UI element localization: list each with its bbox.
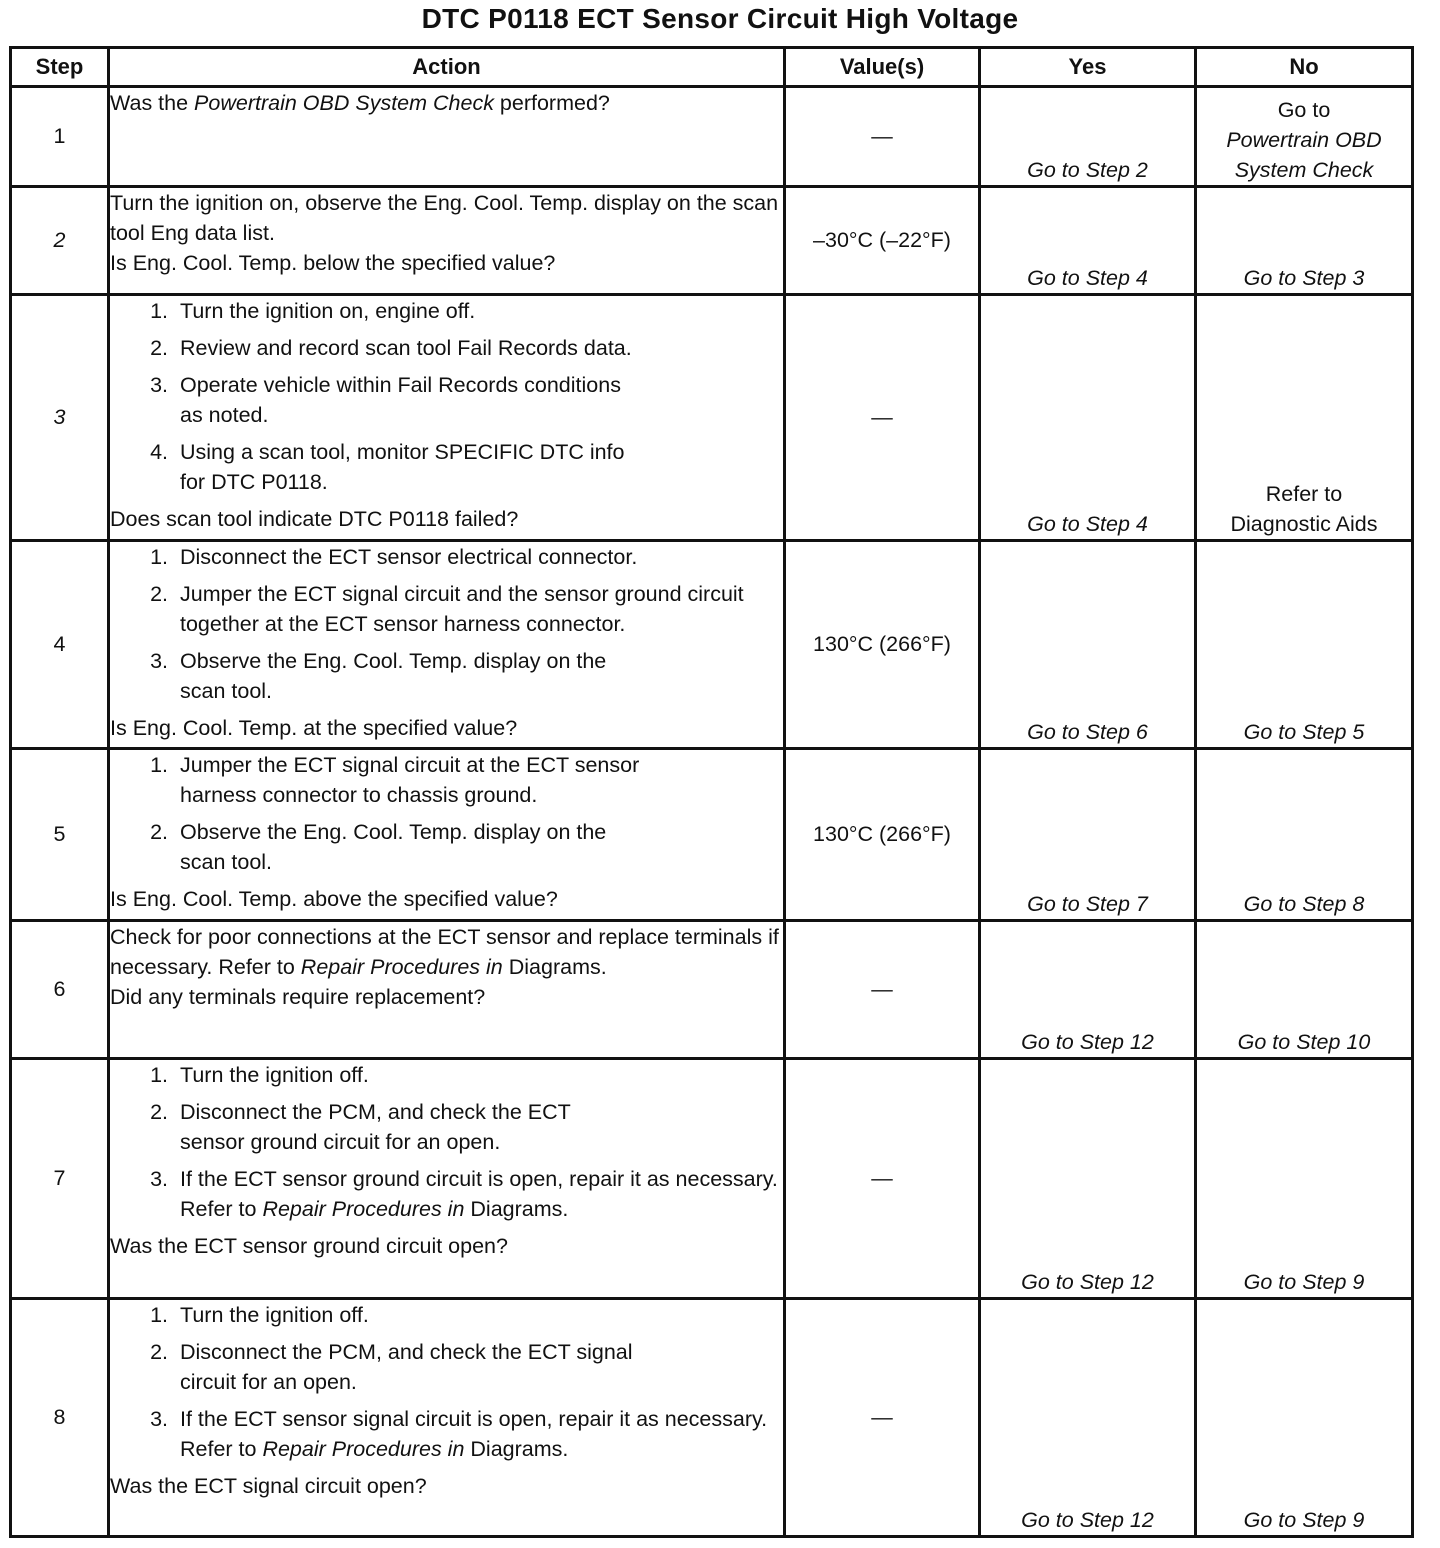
header-step: Step [11,48,109,87]
step-number: 4 [11,541,109,749]
value-cell: — [785,1059,980,1299]
header-no: No [1196,48,1413,87]
table-row-step-3 [11,295,1413,541]
list-item: 3. Observe the Eng. Cool. Temp. display on the scan tool. [150,649,607,703]
yes-cell[interactable]: Go to Step 4 [980,295,1196,541]
step-number: 6 [11,921,109,1059]
action-question: Did any terminals require replacement? [110,985,486,1009]
list-item: 3. Operate vehicle within Fail Records conditions as noted. [150,373,621,427]
table-row-step-7 [11,1059,1413,1299]
action-question: Was the ECT signal circuit open? [110,1474,427,1498]
step-number: 1 [11,87,109,187]
no-cell[interactable]: Go to Powertrain OBD System Check [1196,87,1413,187]
action-paragraph: Check for poor connections at the ECT sensor and replace terminals if necessary. Refer to Repair Procedures in Diagrams. [110,925,779,979]
action-cell [109,87,785,187]
list-item: 3. If the ECT sensor signal circuit is open, repair it as necessary. Refer to Repair Procedures in Diagrams. [150,1407,768,1461]
action-cell [109,749,785,921]
header-row [11,48,1413,87]
list-item: 2. Review and record scan tool Fail Records data. [150,336,632,360]
list-item: 1. Turn the ignition off. [150,1303,369,1327]
action-question: Is Eng. Cool. Temp. below the specified value? [110,251,556,275]
table-row-step-5 [11,749,1413,921]
action-question: Is Eng. Cool. Temp. at the specified value? [110,716,518,740]
yes-cell[interactable]: Go to Step 2 [980,87,1196,187]
value-cell: — [785,921,980,1059]
header-yes: Yes [980,48,1196,87]
no-cell[interactable]: Go to Step 9 [1196,1059,1413,1299]
list-item: 4. Using a scan tool, monitor SPECIFIC DTC info for DTC P0118. [150,440,625,494]
table-row-step-1 [11,87,1413,187]
yes-cell[interactable]: Go to Step 7 [980,749,1196,921]
step-number: 2 [11,187,109,295]
page-title: DTC P0118 ECT Sensor Circuit High Voltage [421,3,1019,34]
list-item: 2. Disconnect the PCM, and check the ECT sensor ground circuit for an open. [150,1100,571,1154]
action-question: Was the ECT sensor ground circuit open? [110,1234,508,1258]
diagnostic-table [9,46,1414,1538]
no-cell[interactable]: Go to Step 10 [1196,921,1413,1059]
no-cell[interactable]: Go to Step 9 [1196,1299,1413,1537]
list-item: 1. Disconnect the ECT sensor electrical connector. [150,545,638,569]
header-action: Action [109,48,785,87]
value-cell: — [785,87,980,187]
yes-cell[interactable]: Go to Step 12 [980,1299,1196,1537]
yes-cell[interactable]: Go to Step 6 [980,541,1196,749]
yes-cell[interactable]: Go to Step 12 [980,1059,1196,1299]
step-number: 7 [11,1059,109,1299]
action-cell [109,1299,785,1537]
header-value: Value(s) [785,48,980,87]
action-cell [109,921,785,1059]
table-row-step-6 [11,921,1413,1059]
no-cell[interactable]: Refer to Diagnostic Aids [1196,295,1413,541]
yes-cell[interactable]: Go to Step 12 [980,921,1196,1059]
action-question: Does scan tool indicate DTC P0118 failed? [110,507,519,531]
action-cell [109,1059,785,1299]
value-cell: 130°C (266°F) [785,541,980,749]
value-cell: 130°C (266°F) [785,749,980,921]
list-item: 1. Jumper the ECT signal circuit at the ECT sensor harness connector to chassis ground. [150,753,640,807]
value-cell: — [785,1299,980,1537]
value-cell: — [785,295,980,541]
action-cell [109,295,785,541]
no-cell[interactable]: Go to Step 5 [1196,541,1413,749]
step-number: 3 [11,295,109,541]
action-paragraph: Turn the ignition on, observe the Eng. Cool. Temp. display on the scan tool Eng data list. [110,191,779,245]
list-item: 2. Disconnect the PCM, and check the ECT signal circuit for an open. [150,1340,633,1394]
action-question: Is Eng. Cool. Temp. above the specified value? [110,887,558,911]
value-cell: –30°C (–22°F) [785,187,980,295]
list-item: 2. Observe the Eng. Cool. Temp. display on the scan tool. [150,820,607,874]
list-item: 2. Jumper the ECT signal circuit and the sensor ground circuit together at the ECT sensor harness connector. [150,582,744,636]
no-cell[interactable]: Go to Step 3 [1196,187,1413,295]
yes-cell[interactable]: Go to Step 4 [980,187,1196,295]
action-paragraph: Was the Powertrain OBD System Check performed? [110,91,610,115]
list-item: 1. Turn the ignition on, engine off. [150,299,476,323]
table-row-step-2 [11,187,1413,295]
table-row-step-8 [11,1299,1413,1537]
list-item: 3. If the ECT sensor ground circuit is open, repair it as necessary. Refer to Repair Procedures in Diagrams. [150,1167,778,1221]
action-cell [109,187,785,295]
step-number: 5 [11,749,109,921]
no-cell[interactable]: Go to Step 8 [1196,749,1413,921]
table-row-step-4 [11,541,1413,749]
list-item: 1. Turn the ignition off. [150,1063,369,1087]
action-cell [109,541,785,749]
step-number: 8 [11,1299,109,1537]
